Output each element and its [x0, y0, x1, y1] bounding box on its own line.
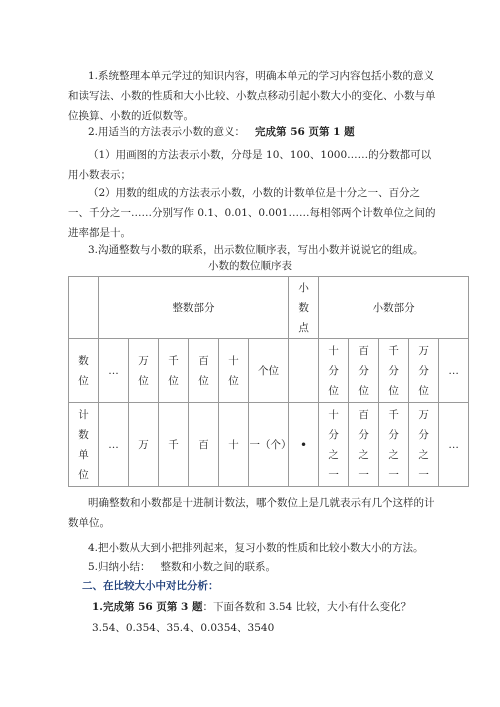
paragraph-8-rest: 整数和小数之间的联系。 — [160, 561, 277, 573]
task-rest: ：下面各数和 3.54 比较，大小有什么变化？ — [202, 601, 412, 613]
row-label-place: 数位 — [69, 339, 99, 403]
unit-wan: 万 — [129, 403, 159, 487]
paragraph-8-prefix: 5.归纳小结： — [88, 561, 151, 573]
ellipsis-left-2: … — [99, 403, 129, 487]
unit-qian: 千 — [159, 403, 189, 487]
corner-cell — [69, 277, 99, 339]
ellipsis-right-2: … — [439, 403, 469, 487]
place-bai: 百位 — [189, 339, 219, 403]
place-value-table — [68, 276, 469, 487]
unit-ten-thousandths: 万分之一 — [409, 403, 439, 487]
paragraph-7: 4.把小数从大到小把排列起来，复习小数的性质和比较小数大小的方法。 — [88, 542, 424, 554]
section-2-heading: 二、在比较大小中对比分析： — [82, 580, 219, 592]
place-wan: 万位 — [129, 339, 159, 403]
place-thousandths: 千分位 — [379, 339, 409, 403]
point-place-cell — [289, 339, 319, 403]
integer-part-header: 整数部分 — [99, 277, 289, 339]
paragraph-5: 3.沟通整数与小数的联系，出示数位顺序表，写出小数并说说它的组成。 — [88, 244, 424, 256]
place-shi: 十位 — [219, 339, 249, 403]
task-bold: 1.完成第 56 页第 3 题 — [92, 601, 203, 613]
paragraph-2 — [68, 122, 440, 142]
place-ten-thousandths: 万分位 — [409, 339, 439, 403]
unit-hundredths: 百分之一 — [349, 403, 379, 487]
place-ge: 个位 — [249, 339, 289, 403]
unit-shi: 十 — [219, 403, 249, 487]
row-label-unit: 计数单位 — [69, 403, 99, 487]
unit-ge: 一（个） — [249, 403, 289, 487]
place-hundredths: 百分位 — [349, 339, 379, 403]
decimal-part-header: 小数部分 — [319, 277, 469, 339]
paragraph-4: （2）用数的组成的方法表示小数，小数的计数单位是十分之一、百分之一、千分之一……分别写作 0.1、0.01、0.001……每相邻两个计数单位之间的进率都是十。 — [68, 187, 436, 239]
place-tenths: 十分位 — [319, 339, 349, 403]
paragraph-2-bold: 完成第 56 页第 1 题 — [255, 126, 355, 138]
ellipsis-right: … — [439, 339, 469, 403]
paragraph-2-text: 2.用适当的方法表示小数的意义： — [88, 126, 246, 138]
task-line — [92, 597, 464, 617]
decimal-point-dot: • — [289, 403, 319, 487]
unit-tenths: 十分之一 — [319, 403, 349, 487]
place-qian: 千位 — [159, 339, 189, 403]
unit-thousandths: 千分之一 — [379, 403, 409, 487]
unit-bai: 百 — [189, 403, 219, 487]
paragraph-8 — [68, 557, 440, 577]
ellipsis-left: … — [99, 339, 129, 403]
paragraph-3: （1）用画图的方法表示小数，分母是 10、100、1000……的分数都可以用小数表示； — [68, 149, 432, 181]
paragraph-6: 明确整数和小数都是十进制计数法，哪个数位上是几就表示有几个这样的计数单位。 — [68, 497, 435, 529]
paragraph-1: 1.系统整理本单元学过的知识内容，明确本单元的学习内容包括小数的意义和读写法、小数的性质和大小比较、小数点移动引起小数大小的变化、小数与单位换算、小数的近似数等。 — [68, 70, 436, 122]
table-title: 小数的数位顺序表 — [208, 260, 292, 272]
numbers-line: 3.54、0.354、35.4、0.0354、3540 — [92, 622, 275, 634]
decimal-point-header: 小数点 — [289, 277, 319, 339]
